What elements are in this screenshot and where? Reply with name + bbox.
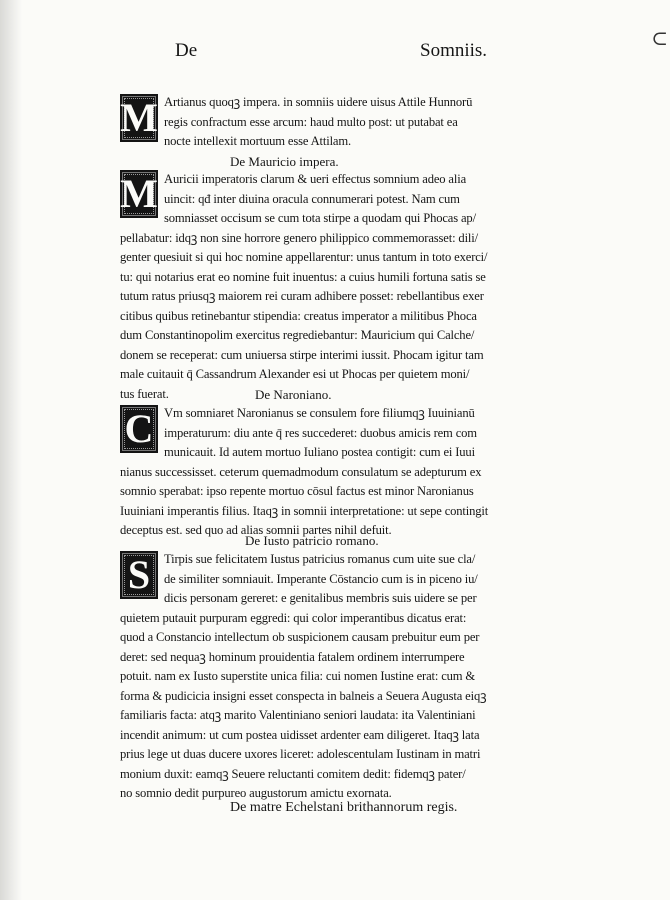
section-heading: De Iusto patricio romano. <box>245 533 379 548</box>
text-line: potuit. nam ex Iusto superstite unica filia: cui nomen Iustine erat: cum & <box>120 669 476 683</box>
decorated-initial-m: M <box>120 171 158 216</box>
text-line: incendit animum: ut cum postea uidisset ardenter eam diligeret. Itaqꝫ lata <box>120 727 480 742</box>
running-head <box>0 40 670 66</box>
text-line: Artianus quoqꝫ impera. in somniis uidere uisus Attile Hunnorū <box>164 95 473 109</box>
text-line: dum Constantinopolim exercitus regrediebantur: Mauricium qui Calche/ <box>120 328 475 342</box>
text-line: no somnio dedit purpureo augustorum amictu exornata. <box>120 786 392 800</box>
text-line: prius lege ut duas ducere uxores liceret: adolescentulam Iustinam in matri <box>120 747 481 761</box>
text-line: forma & pudicicia insigni esset conspecta in balneis a Seuera Augusta eiqꝫ <box>120 688 487 703</box>
text-line: male cuitauit q̄ Cassandrum Alexander esi ut Phocas per quietem moni/ <box>120 367 470 381</box>
heading-mauricius-wrap <box>230 152 650 172</box>
text-line: somniasset occisum se cum tota stirpe a quodam qui Phocas ap/ <box>164 211 476 225</box>
text-line: regis confractum esse arcum: haud multo post: ut putabat ea <box>164 114 458 129</box>
text-line: tu: qui notarius erat eo nomine fuit inuentus: a cuius humili fortuna satis se <box>120 269 486 284</box>
section-martianus <box>120 93 540 152</box>
text-line: quietem putauit purpuram eggredi: qui color imperantibus dicatus erat: <box>120 610 467 625</box>
text-line: Iuuiniani imperantis filius. Itaqꝫ in somnii interpretatione: ut sepe contingit <box>120 503 489 518</box>
decorated-initial-m: M <box>120 95 158 140</box>
text-line: dicis personam gereret: e genitalibus membris suis uidere se per <box>164 591 477 605</box>
heading-naronianus-wrap <box>255 385 670 405</box>
text-line: deceptus est. sed quo ad alias somnii partes nihil defuit. <box>120 523 392 537</box>
text-line: Auricii imperatoris clarum & ueri effectus somnium adeo alia <box>164 172 467 186</box>
text-line: municauit. Id autem mortuo Iuliano postea contigit: cum ei Iuui <box>164 445 475 459</box>
text-line: familiaris facta: atqꝫ marito Valentiniano seniori laudata: ita Valentiniani <box>120 708 476 722</box>
text-line: pellabatur: idqꝫ non sine horrore genero philippico commemorasset: dili/ <box>120 230 478 245</box>
heading-iustus-wrap <box>245 531 665 551</box>
page-corner-mark: ⊂ <box>651 28 668 50</box>
text-line: citibus quibus retinebantur stipendia: creatus imperator a militibus Phoca <box>120 308 477 323</box>
section-iustus <box>120 550 540 804</box>
text-line: nianus successisset. ceterum quemadmodum consulatum se adepturum ex <box>120 464 482 479</box>
decorated-initial-c: C <box>120 405 158 453</box>
section-naronianus <box>120 404 540 541</box>
running-head-right: Somniis. <box>420 40 488 61</box>
text-line: quod a Constancio intellectum ob suspicionem causam prebuitur eum per <box>120 630 480 644</box>
section-heading: De Mauricio impera. <box>230 154 339 169</box>
section-heading: De Naroniano. <box>255 387 332 402</box>
text-line: Vm somniaret Naronianus se consulem fore filiumqꝫ Iuuinianū <box>164 406 475 420</box>
text-line: genter quesiuit si qui hoc nomine appellarentur: unus tantum in toto exerci/ <box>120 250 488 264</box>
text-line: somnio sperabat: ipso repente mortuo cōsul factus est minor Naronianus <box>120 484 474 498</box>
running-head-left: De <box>175 40 198 61</box>
text-line: tutum ratus priusqꝫ maiorem rei curam adhibere posset: rebellantibus exer <box>120 289 484 303</box>
text-line: imperaturum: diu ante q̄ res succederet: duobus amicis rem com <box>164 425 477 440</box>
text-line: nocte intellexit mortuum esse Attilam. <box>164 134 352 148</box>
next-section-heading: De matre Echelstani brithannorum regis. <box>230 800 458 815</box>
text-line: uincit: qđ inter diuina oracula connumerari potest. Nam cum <box>164 191 460 206</box>
text-line: Tirpis sue felicitatem Iustus patricius romanus cum uite sue cla/ <box>164 552 476 566</box>
page-gutter-shadow <box>0 0 22 900</box>
decorated-initial-s: S <box>120 551 158 599</box>
section-mauricius <box>120 170 540 404</box>
text-line: donem se receperat: cum uniuersa stirpe interimi iussit. Phocam igitur tam <box>120 347 484 362</box>
text-line: tus fuerat. <box>120 386 169 401</box>
text-line: de similiter somniauit. Imperante Cōstancio cum is in piceno iu/ <box>164 571 478 586</box>
text-line: monium duxit: eamqꝫ Seuere reluctanti comitem dedit: fidemqꝫ pater/ <box>120 766 466 781</box>
text-line: deret: sed nequaꝫ hominum prouidentia fatalem ordinem interrumpere <box>120 649 465 664</box>
